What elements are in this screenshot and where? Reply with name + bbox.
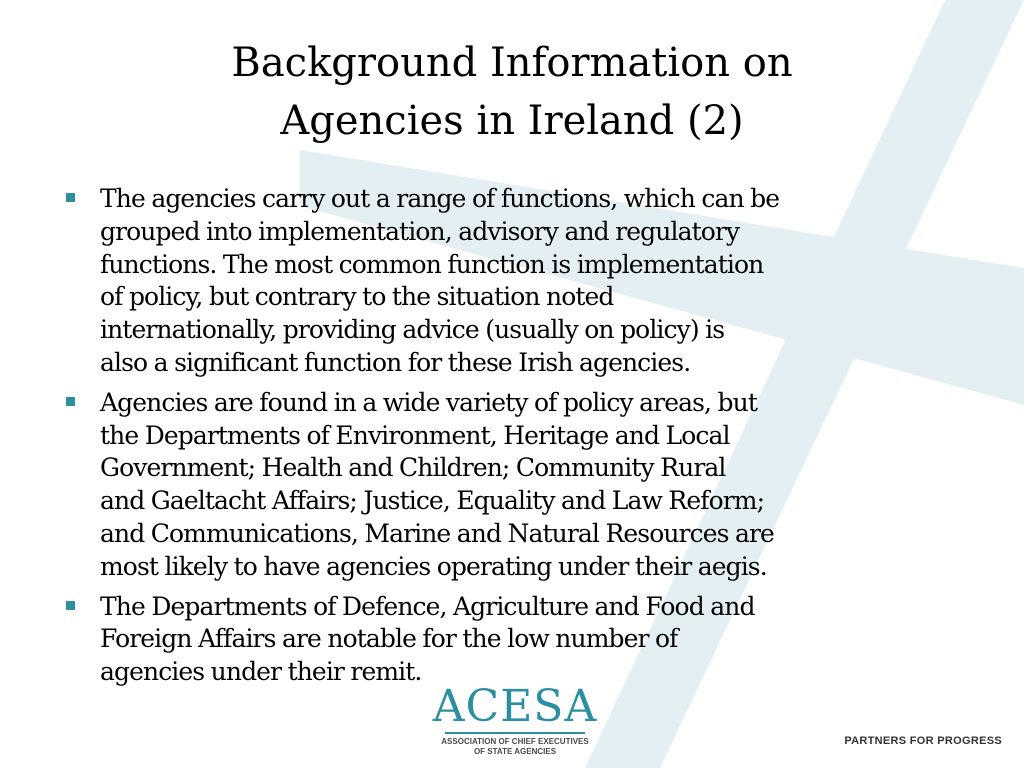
bullet-line: of policy, but contrary to the situation noted: [100, 282, 614, 312]
title-line-1: Background Information on: [231, 40, 793, 86]
bullet-line: grouped into implementation, advisory and regulatory: [100, 216, 740, 246]
bullet-line: also a significant function for these Irish agencies.: [100, 347, 691, 377]
bullet-line: Foreign Affairs are notable for the low number of: [100, 624, 678, 654]
acesa-logo: [430, 681, 600, 764]
bullet-line: Agencies are found in a wide variety of policy areas, but: [100, 387, 757, 417]
bullet-square-icon: [66, 193, 75, 202]
bullet-line: functions. The most common function is implementation: [100, 249, 764, 279]
bullet-line: The agencies carry out a range of functions, which can be: [100, 184, 780, 213]
bullet-item-policy-areas: [66, 387, 966, 584]
bullet-line: and Gaeltacht Affairs; Justice, Equality and Law Reform;: [100, 486, 765, 516]
footer-tagline: PARTNERS FOR PROGRESS: [844, 735, 1002, 747]
bullet-line: agencies under their remit.: [100, 657, 422, 687]
bullet-square-icon: [66, 601, 75, 610]
logo-divider: [445, 732, 585, 734]
logo-subtitle-line: OF STATE AGENCIES: [473, 747, 557, 756]
title-line-2: Agencies in Ireland (2): [280, 98, 744, 144]
bullet-item-functions: [66, 183, 966, 380]
bullet-line: Government; Health and Children; Community Rural: [100, 453, 726, 483]
logo-subtitle-line: ASSOCIATION OF CHIEF EXECUTIVES: [441, 737, 589, 746]
bullet-list: [66, 183, 966, 696]
bullet-line: and Communications, Marine and Natural Resources are: [100, 518, 774, 548]
logo-name: ACESA: [432, 681, 598, 732]
bullet-line: internationally, providing advice (usually on policy) is: [100, 315, 725, 345]
bullet-line: most likely to have agencies operating under their aegis.: [100, 551, 767, 581]
bullet-square-icon: [66, 397, 75, 406]
bullet-line: The Departments of Defence, Agriculture and Food and: [100, 591, 755, 621]
bullet-item-departments: [66, 591, 966, 689]
bullet-line: the Departments of Environment, Heritage and Local: [100, 420, 730, 450]
slide-title: [100, 34, 924, 150]
